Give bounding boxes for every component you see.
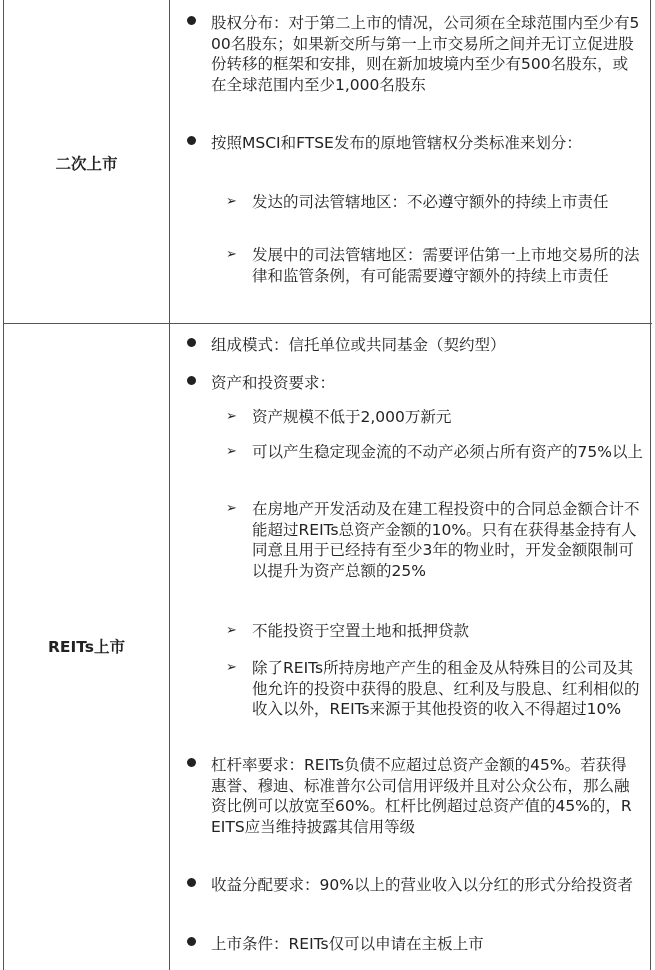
bullet-icon <box>187 376 196 385</box>
arrow-bullet-icon: ➢ <box>226 660 237 675</box>
row-label-reits-listing: REITs上市 <box>47 638 126 656</box>
sub-list-item-text: 可以产生稳定现金流的不动产必须占所有资产的75%以上 <box>252 443 643 461</box>
sub-list-item-text: 在房地产开发活动及在建工程投资中的合同总金额合计不能超过REITs总资产金额的10%。只有在获得基金持有人同意且用于已经持有至少3年的物业时，开发金额限制可以提升为资产总额的25% <box>252 500 640 580</box>
table-border-left <box>3 0 4 970</box>
arrow-bullet-icon: ➢ <box>226 623 237 638</box>
sub-list-item-text: 发达的司法管辖地区：不必遵守额外的持续上市责任 <box>252 193 609 211</box>
arrow-bullet-icon: ➢ <box>226 194 237 209</box>
bullet-icon <box>187 338 196 347</box>
row-divider <box>3 323 652 324</box>
row-label-secondary-listing: 二次上市 <box>55 155 118 173</box>
sub-list-item-text: 不能投资于空置土地和抵押贷款 <box>252 622 470 640</box>
list-item-text: 收益分配要求：90%以上的营业收入以分红的形式分给投资者 <box>211 876 633 894</box>
bullet-icon <box>187 136 196 145</box>
arrow-bullet-icon: ➢ <box>226 444 237 459</box>
list-item-text: 股权分布：对于第二上市的情况，公司须在全球范围内至少有500名股东；如果新交所与第一上市交易所之间并无订立促进股份转移的框架和安排，则在新加坡境内至少有500名股东，或在全球范围内至少1,000名股东 <box>211 14 640 94</box>
list-item-text: 资产和投资要求： <box>211 374 336 392</box>
list-item-text: 按照MSCI和FTSE发布的原地管辖权分类标准来划分： <box>211 134 582 152</box>
table-border-right <box>650 0 651 970</box>
arrow-bullet-icon: ➢ <box>226 409 237 424</box>
listing-requirements-table <box>3 0 652 970</box>
sub-list-item-text: 资产规模不低于2,000万新元 <box>252 408 452 426</box>
arrow-bullet-icon: ➢ <box>226 247 237 262</box>
column-divider <box>169 0 170 970</box>
bullet-icon <box>187 878 196 887</box>
sub-list-item-text: 除了REITs所持房地产产生的租金及从特殊目的公司及其他允许的投资中获得的股息、红利及与股息、红利相似的收入以外，REITs来源于其他投资的收入不得超过10% <box>252 659 640 718</box>
list-item-text: 杠杆率要求：REITs负债不应超过总资产金额的45%。若获得惠誉、穆迪、标准普尔公司信用评级并且对公众公布，那么融资比例可以放宽至60%。杠杆比例超过总资产值的45%的，REITS应当维持披露其信用等级 <box>211 756 632 836</box>
list-item-text: 组成模式：信托单位或共同基金（契约型） <box>211 336 506 354</box>
sub-list-item-text: 发展中的司法管辖地区：需要评估第一上市地交易所的法律和监管条例，有可能需要遵守额外的持续上市责任 <box>252 246 640 285</box>
bullet-icon <box>187 16 196 25</box>
bullet-icon <box>187 937 196 946</box>
list-item-text: 上市条件：REITs仅可以申请在主板上市 <box>211 935 484 953</box>
arrow-bullet-icon: ➢ <box>226 501 237 516</box>
bullet-icon <box>187 758 196 767</box>
